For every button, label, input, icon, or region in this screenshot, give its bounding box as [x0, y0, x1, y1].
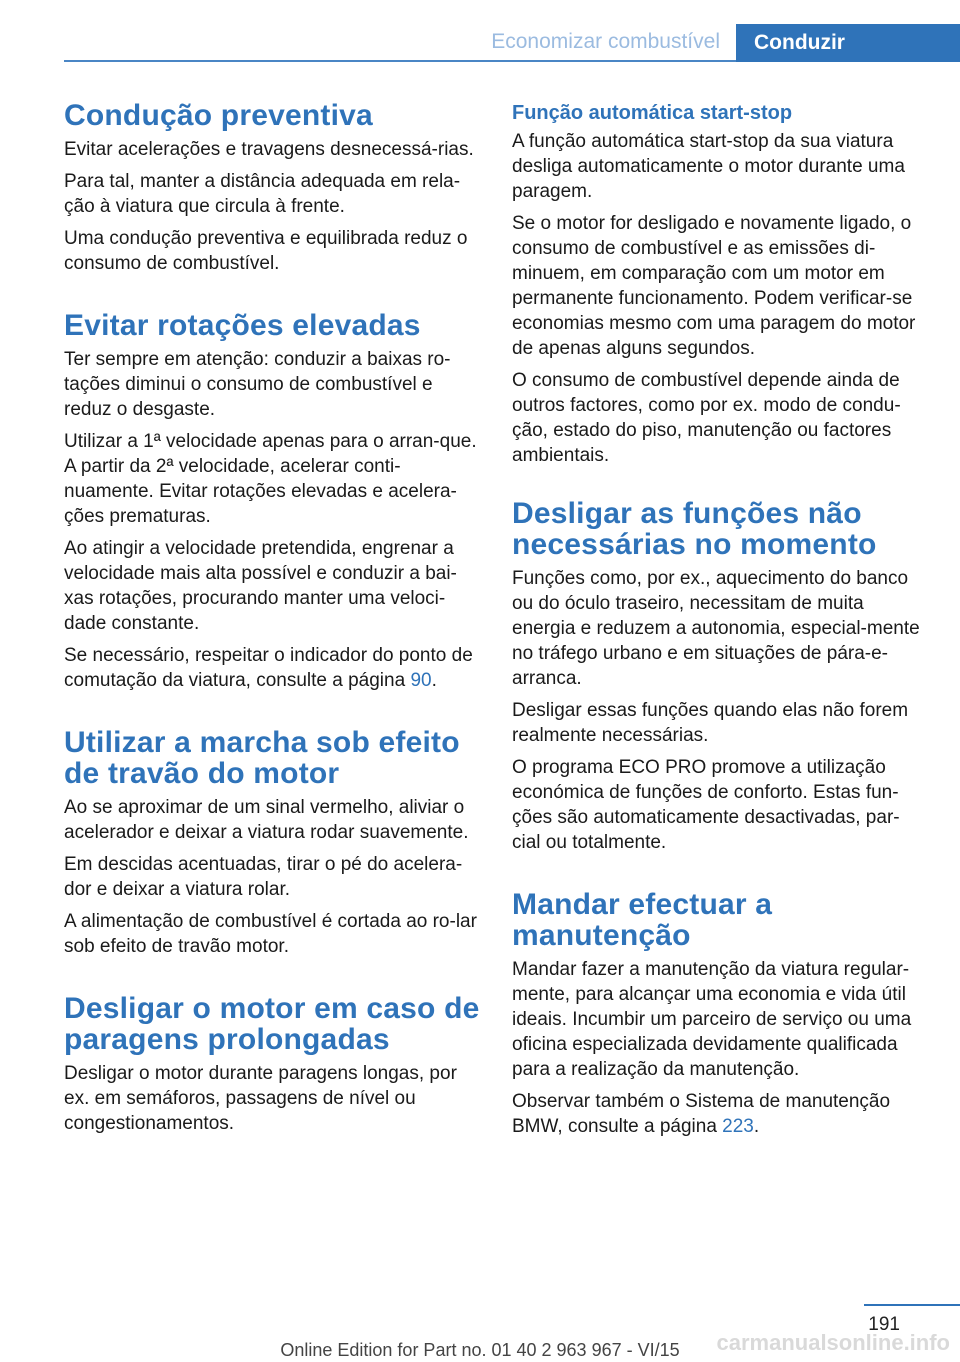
page-link-90[interactable]: 90 — [410, 670, 432, 691]
paragraph: O consumo de combustível depende ainda de outros factores, como por ex. modo de condu‐ção, estado do piso, manutenção ou factores ambientais. — [512, 370, 901, 466]
paragraph: Ao se aproximar de um sinal vermelho, aliviar o acelerador e deixar a viatura rodar suavemente. — [64, 797, 469, 843]
edition-line: Online Edition for Part no. 01 40 2 963 967 - VI/15 — [280, 1340, 680, 1360]
paragraph-text: Observar também o Sistema de manutenção BMW, consulte a página — [512, 1091, 891, 1137]
paragraph: Em descidas acentuadas, tirar o pé do acelera‐dor e deixar a viatura rolar. — [64, 854, 463, 900]
section-heading: Desligar o motor em caso de paragens prolongadas — [64, 992, 480, 1056]
header-rule — [64, 60, 736, 62]
footer-rule — [864, 1304, 960, 1306]
section-heading: Mandar efectuar a manutenção — [512, 888, 773, 952]
paragraph-end: . — [753, 1116, 760, 1137]
section-auto-start-stop — [512, 100, 928, 468]
left-column — [64, 100, 480, 1170]
page-number: 191 — [868, 1314, 900, 1335]
paragraph — [64, 643, 480, 693]
right-column — [512, 100, 928, 1173]
paragraph: Mandar fazer a manutenção da viatura regular‐mente, para alcançar uma economia e vida útil ideais. Incumbir um parceiro de serviço ou uma oficina especializada devidamente qualificada para a realização da manutenção. — [512, 959, 912, 1080]
subsection-heading: Função automática start-stop — [512, 102, 793, 124]
section-maintenance — [512, 889, 928, 1139]
header-chapter-tab: Conduzir — [736, 24, 960, 62]
paragraph: Para tal, manter a distância adequada em rela‐ção à viatura que circula à frente. — [64, 171, 461, 217]
paragraph: Funções como, por ex., aquecimento do banco ou do óculo traseiro, necessitam de muita energia e reduzem a autonomia, especial‐mente no tráfego urbano e em situações de pára-e-arranca. — [512, 568, 920, 689]
section-avoid-high-rpm — [64, 310, 480, 693]
paragraph: Ao atingir a velocidade pretendida, engrenar a velocidade mais alta possível e conduzir a bai‐xas rotações, procurando manter uma veloci‐dade constante. — [64, 538, 457, 634]
paragraph: Utilizar a 1ª velocidade apenas para o arran‐que. A partir da 2ª velocidade, acelerar conti‐nuamente. Evitar rotações elevadas e acelera‐ções prematuras. — [64, 431, 477, 527]
section-heading: Desligar as funções não necessárias no momento — [512, 497, 877, 561]
paragraph: A alimentação de combustível é cortada ao ro‐lar sob efeito de travão motor. — [64, 911, 477, 957]
paragraph: Uma condução preventiva e equilibrada reduz o consumo de combustível. — [64, 228, 468, 274]
header-section-title: Economizar combustível — [491, 30, 720, 53]
paragraph-text: Se necessário, respeitar o indicador do ponto de comutação da viatura, consulte a página — [64, 645, 473, 691]
paragraph: Desligar o motor durante paragens longas, por ex. em semáforos, passagens de nível ou congestionamentos. — [64, 1063, 457, 1134]
paragraph: Desligar essas funções quando elas não forem realmente necessárias. — [512, 700, 909, 746]
watermark-logo: carmanualsonline.info — [716, 1330, 950, 1355]
paragraph-end: . — [431, 670, 437, 691]
section-engine-braking — [64, 727, 480, 959]
section-heading: Evitar rotações elevadas — [64, 309, 421, 342]
paragraph: A função automática start-stop da sua viatura desliga automaticamente o motor durante uma paragem. — [512, 131, 905, 202]
paragraph — [512, 1089, 928, 1139]
section-heading: Utilizar a marcha sob efeito de travão do motor — [64, 726, 460, 790]
paragraph: Evitar acelerações e travagens desnecessá‐rias. — [64, 139, 474, 160]
section-engine-off-long-stops — [64, 993, 480, 1136]
section-heading: Condução preventiva — [64, 99, 373, 132]
paragraph: O programa ECO PRO promove a utilização económica de funções de conforto. Estas fun‐ções são automaticamente desactivadas, par‐cial ou totalmente. — [512, 757, 900, 853]
paragraph: Ter sempre em atenção: conduzir a baixas ro‐tações diminui o consumo de combustível e reduz o desgaste. — [64, 349, 451, 420]
section-disable-functions — [512, 498, 928, 855]
page-link-223[interactable]: 223 — [722, 1116, 754, 1137]
section-preventive-driving — [64, 100, 480, 276]
paragraph: Se o motor for desligado e novamente ligado, o consumo de combustível e as emissões di‐minuem, em comparação com um motor em permanente funcionamento. Podem verificar-se economias mesmo com uma paragem do motor de apenas alguns segundos. — [512, 213, 916, 359]
